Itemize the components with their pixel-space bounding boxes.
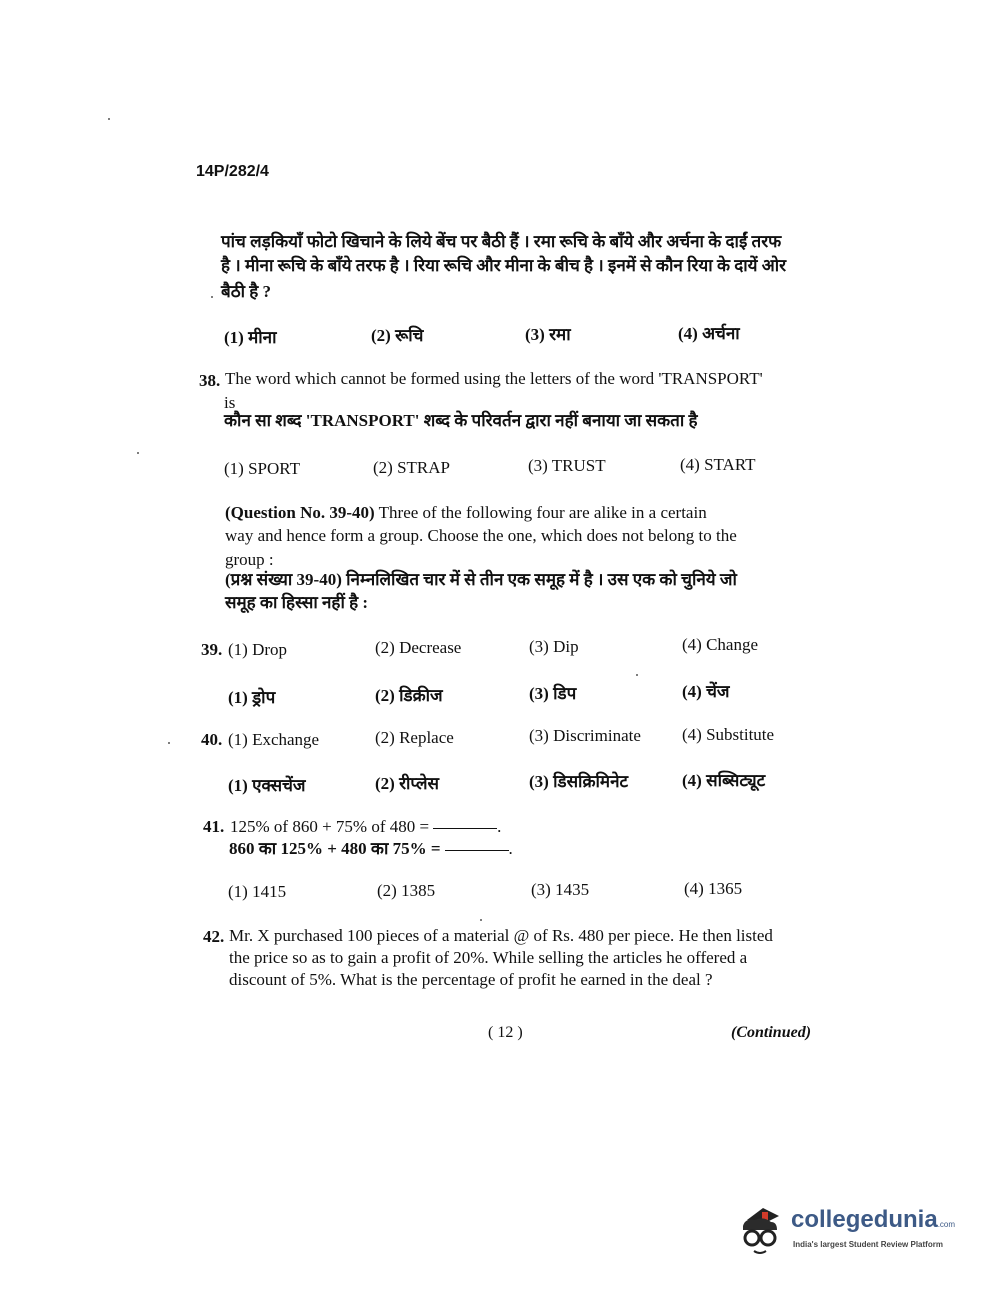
q37-hindi-line3: बैठी है ? — [221, 282, 272, 301]
q41-english-row — [230, 816, 501, 838]
q39-option-2-en: (2) Decrease — [375, 638, 462, 657]
q38-english-line1: The word which cannot be formed using the letters of the word 'TRANSPORT' — [225, 369, 763, 388]
q37-option-1: (1) मीना — [224, 328, 277, 347]
scan-speck — [168, 742, 170, 744]
instruction-english-line1: Three of the following four are alike in a certain — [374, 503, 707, 522]
q37-option-4: (4) अर्चना — [678, 324, 740, 343]
q40-option-2-en: (2) Replace — [375, 728, 454, 747]
q41-end-mark: . — [497, 817, 502, 836]
scan-speck — [211, 296, 213, 298]
instruction-lead: (Question No. 39-40) — [225, 503, 375, 522]
answer-blank — [433, 828, 497, 829]
q38-option-2: (2) STRAP — [373, 458, 450, 477]
scan-speck — [137, 452, 139, 454]
logo-name: collegedunia — [791, 1206, 938, 1233]
q39-option-1-hi: (1) ड्रोप — [228, 688, 276, 707]
q40-option-4-en: (4) Substitute — [682, 725, 775, 744]
q40-option-3-en: (3) Discriminate — [529, 726, 641, 745]
instruction-english-line3: group : — [225, 550, 274, 569]
q40-option-3-hi: (3) डिसक्रिमिनेट — [529, 772, 629, 791]
q39-number: 39. — [201, 640, 223, 659]
q39-option-3-hi: (3) डिप — [529, 684, 577, 703]
q41-hindi: 860 का 125% + 480 का 75% = — [229, 839, 441, 858]
q37-hindi-line1: पांच लड़कियाँ फोटो खिचाने के लिये बेंच पर बैठी हैं । रमा रूचि के बाँये और अर्चना के दाईं तरफ — [221, 232, 782, 251]
q42-number: 42. — [203, 927, 225, 946]
answer-blank — [445, 850, 509, 851]
q38-english-line2: is — [224, 393, 236, 412]
q40-option-1-en: (1) Exchange — [228, 730, 320, 749]
page-number: ( 12 ) — [488, 1024, 523, 1041]
q40-option-1-hi: (1) एक्सचेंज — [228, 776, 306, 795]
scan-speck — [636, 674, 638, 676]
logo-suffix: .com — [937, 1220, 956, 1229]
q38-option-1: (1) SPORT — [224, 459, 300, 478]
q41-option-1: (1) 1415 — [228, 882, 287, 901]
instruction-hindi-line2: समूह का हिस्सा नहीं है : — [225, 593, 369, 612]
q41-hindi-row — [229, 838, 513, 860]
scan-speck — [480, 919, 482, 921]
q42-line2: the price so as to gain a profit of 20%. While selling the articles he offered a — [229, 948, 748, 967]
q42-line3: discount of 5%. What is the percentage of profit he earned in the deal ? — [229, 970, 713, 989]
q39-option-4-hi: (4) चेंज — [682, 682, 730, 701]
q38-option-4: (4) START — [680, 455, 756, 474]
instruction-english-line2: way and hence form a group. Choose the one, which does not belong to the — [225, 526, 737, 545]
paper-code: 14P/282/4 — [196, 163, 269, 180]
q41-english: 125% of 860 + 75% of 480 = — [230, 817, 430, 836]
q40-option-4-hi: (4) सब्सिट्यूट — [682, 771, 766, 790]
collegedunia-logo — [733, 1200, 963, 1260]
q37-option-3: (3) रमा — [525, 325, 571, 344]
q38-hindi: कौन सा शब्द 'TRANSPORT' शब्द के परिवर्तन द्वारा नहीं बनाया जा सकता है — [224, 411, 698, 430]
q41-number: 41. — [203, 817, 225, 836]
q40-option-2-hi: (2) रीप्लेस — [375, 774, 439, 793]
q39-option-3-en: (3) Dip — [529, 637, 579, 656]
q39-option-2-hi: (2) डिक्रीज — [375, 686, 443, 705]
q39-option-4-en: (4) Change — [682, 635, 759, 654]
q42-line1: Mr. X purchased 100 pieces of a material @ of Rs. 480 per piece. He then listed — [229, 926, 773, 945]
student-mascot-icon — [733, 1200, 789, 1258]
q40-number: 40. — [201, 730, 223, 749]
q41-option-2: (2) 1385 — [377, 881, 436, 900]
q37-hindi-line2: है । मीना रूचि के बाँये तरफ है । रिया रूचि और मीना के बीच है । इनमें से कौन रिया के दायें ओर — [221, 256, 787, 275]
instruction-hindi-line1: (प्रश्न संख्या 39-40) निम्नलिखित चार में से तीन एक समूह में है । उस एक को चुनिये जो — [225, 570, 737, 589]
logo-wordmark — [791, 1206, 955, 1234]
q38-option-3: (3) TRUST — [528, 456, 606, 475]
q38-number: 38. — [199, 371, 221, 390]
q37-option-2: (2) रूचि — [371, 326, 424, 345]
q41-option-3: (3) 1435 — [531, 880, 590, 899]
q41-option-4: (4) 1365 — [684, 879, 743, 898]
logo-tagline: India's largest Student Review Platform — [793, 1240, 943, 1249]
instruction-line1 — [225, 502, 815, 524]
q41-end-mark: . — [508, 839, 513, 858]
continued-label: (Continued) — [731, 1024, 812, 1041]
q39-option-1-en: (1) Drop — [228, 640, 288, 659]
scan-speck — [108, 118, 110, 120]
